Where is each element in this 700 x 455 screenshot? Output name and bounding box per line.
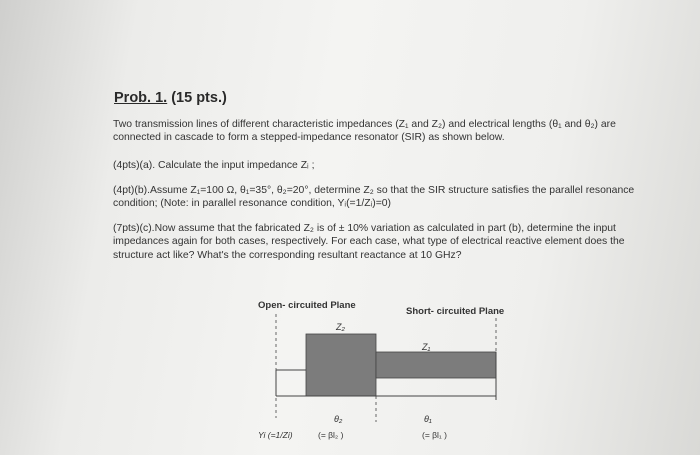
problem-intro: Two transmission lines of different characteristic impedances (Z₁ and Z₂) and electrical lengths (θ₁ and θ₂) are connected in cascade to form a stepped-impedance resonator (SIR) as shown below. bbox=[113, 119, 616, 144]
z1-line-section bbox=[376, 352, 496, 378]
problem-points: (15 pts.) bbox=[171, 90, 227, 106]
part-a-text: (4pts)(a). Calculate the input impedance Zᵢ ; bbox=[113, 160, 315, 171]
short-circuited-plane-label: Short- circuited Plane bbox=[406, 306, 505, 317]
problem-number: Prob. 1. bbox=[114, 90, 168, 106]
problem-title bbox=[114, 90, 227, 106]
z1-label: Z₁ bbox=[422, 342, 431, 352]
yi-label: Yi (=1/Zi) bbox=[258, 430, 293, 440]
z2-label: Z₂ bbox=[336, 322, 345, 332]
open-circuited-plane-label: Open- circuited Plane bbox=[258, 300, 356, 311]
sir-diagram bbox=[230, 296, 560, 446]
part-b-text: (4pt)(b).Assume Z₁=100 Ω, θ₁=35°, θ₂=20°, determine Z₂ so that the SIR structure satisfies the parallel resonance condition; (Note: in parallel resonance condition, Yᵢ(=1/Zᵢ)=0) bbox=[113, 185, 635, 210]
beta-l2-label: (= βl₂ ) bbox=[318, 430, 344, 440]
theta1-label: θ₁ bbox=[424, 414, 432, 424]
beta-l1-label: (= βl₁ ) bbox=[422, 430, 447, 440]
theta2-label: θ₂ bbox=[334, 414, 343, 424]
z2-line-section bbox=[306, 334, 376, 396]
part-c-text: (7pts)(c).Now assume that the fabricated Z₂ is of ± 10% variation as calculated in part (b), determine the input impedances again for both cases, respectively. For each case, what type of electrical reactive element does the structure act like? What's the corresponding resultant reactance at 10 GHz? bbox=[113, 223, 625, 261]
